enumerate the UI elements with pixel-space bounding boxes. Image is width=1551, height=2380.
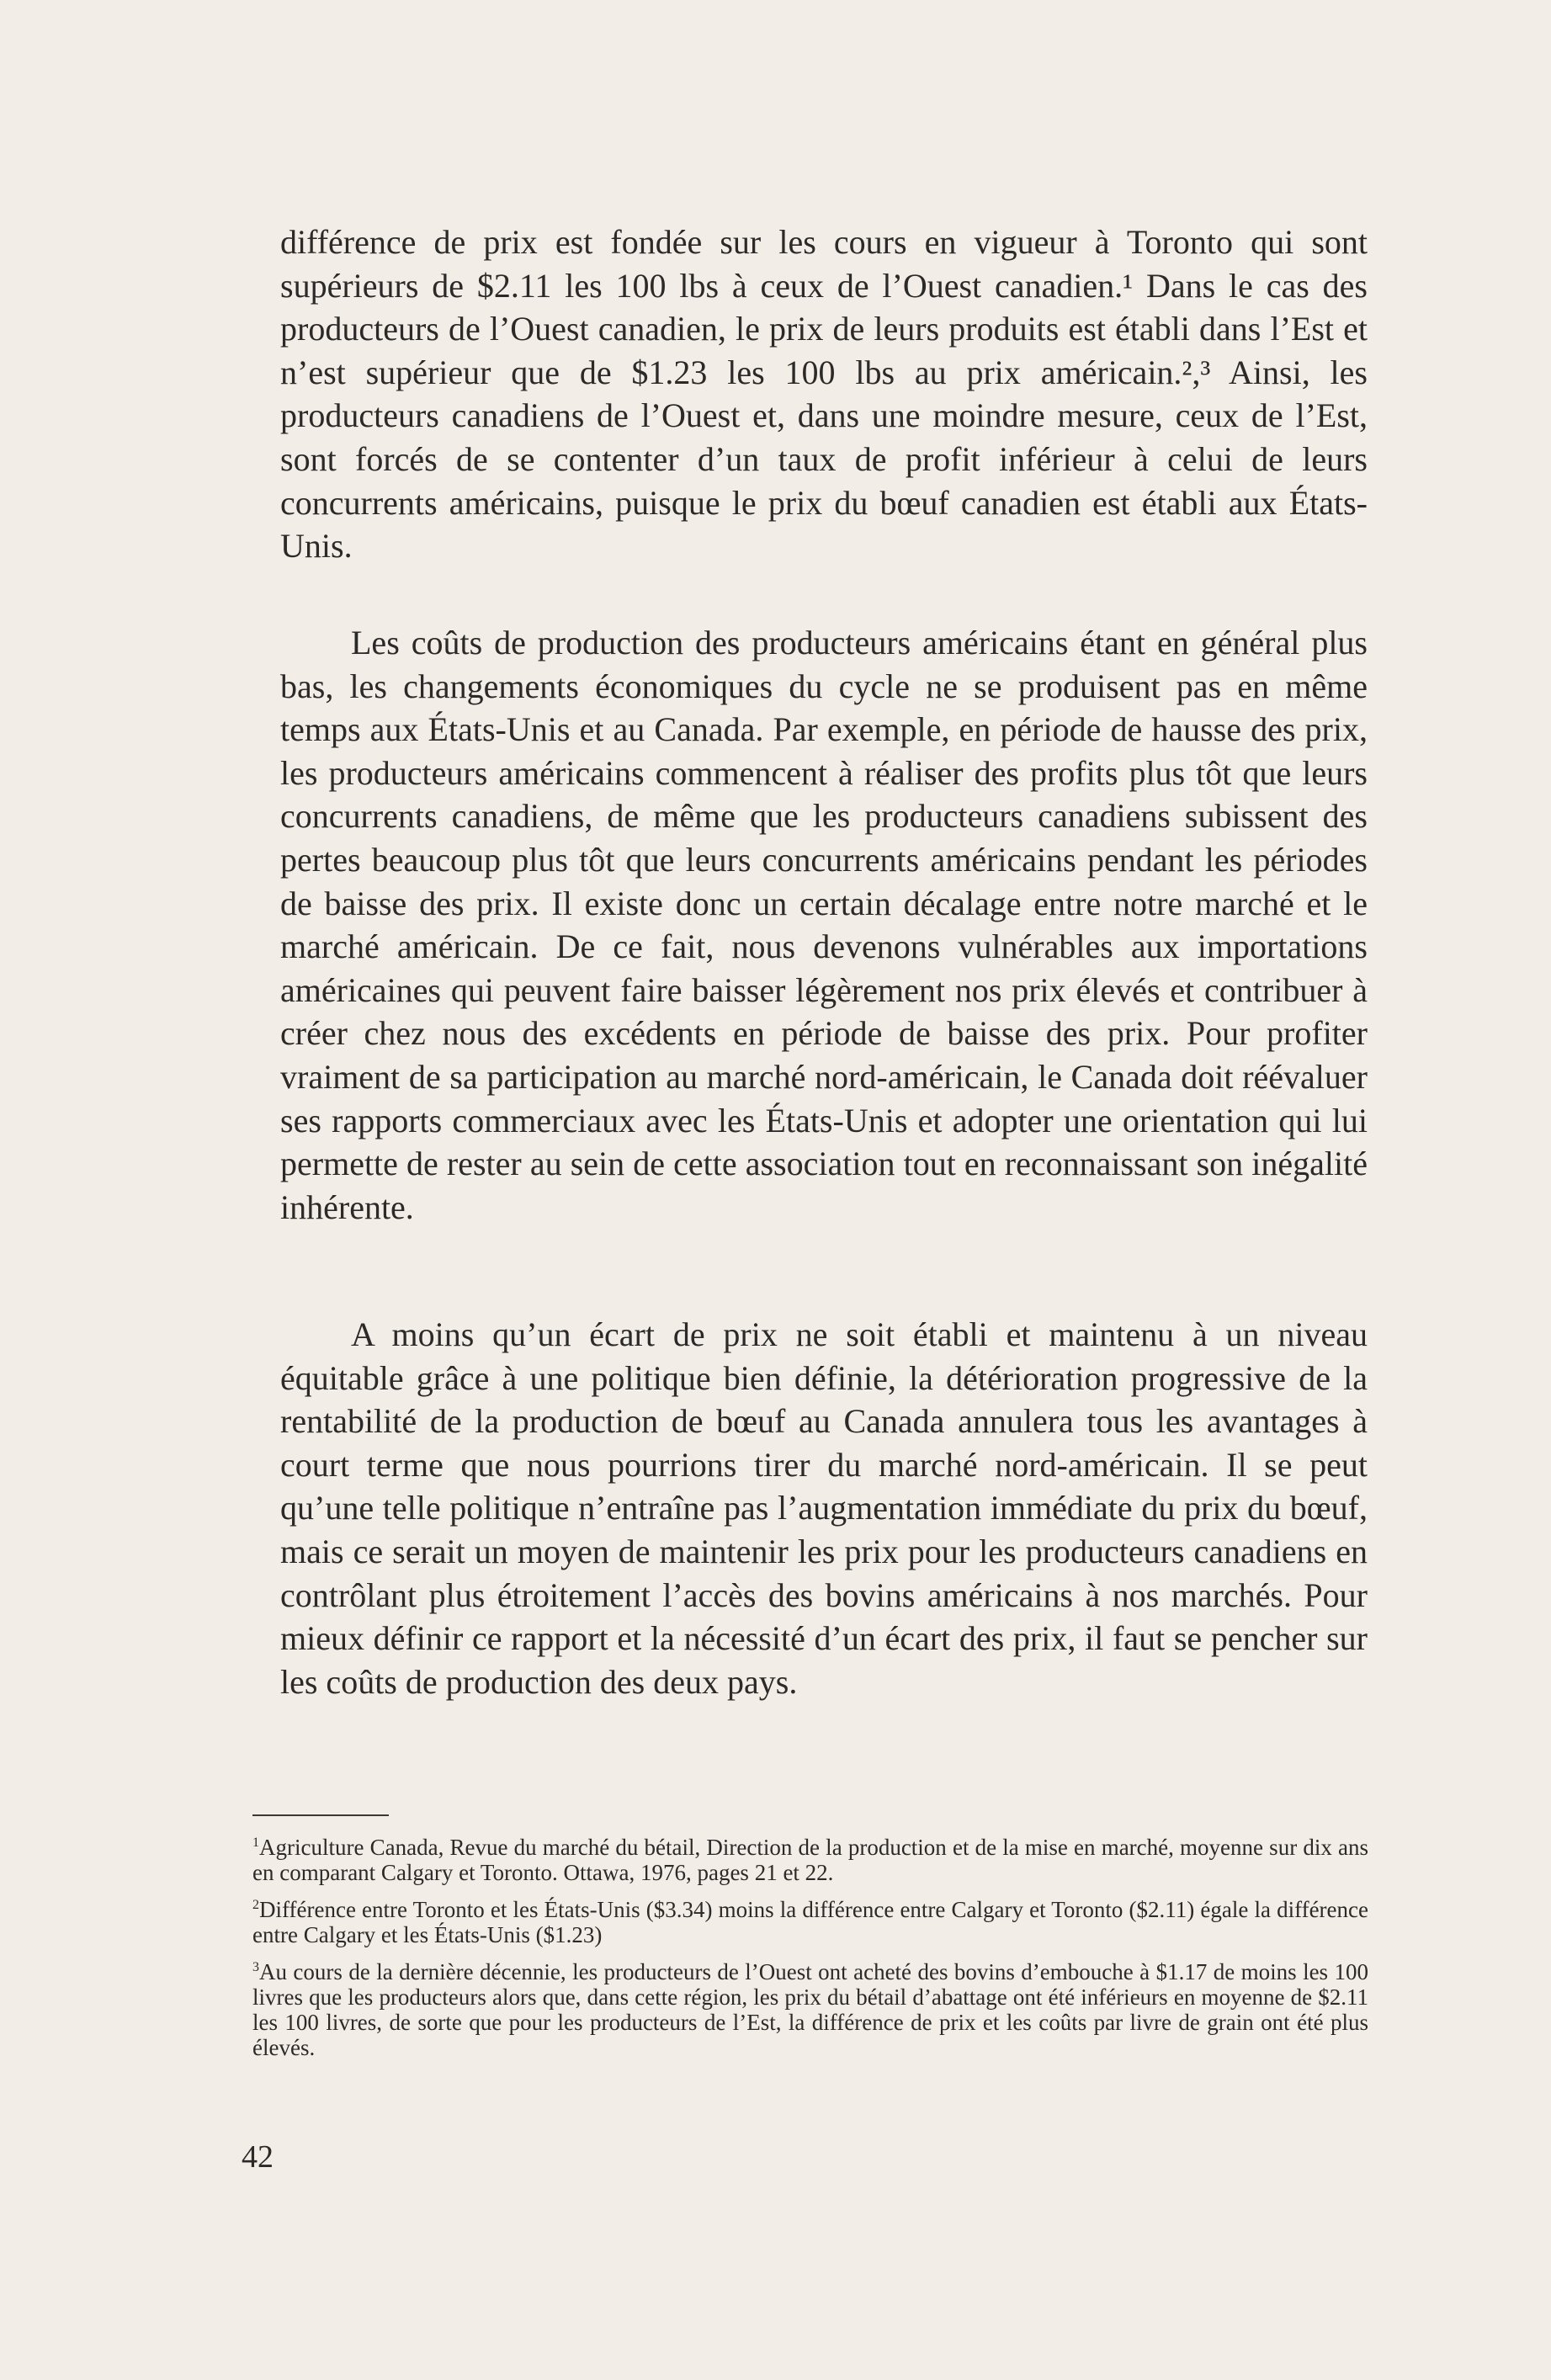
paragraph-text: Les coûts de production des producteurs américains étant en général plus bas, les changements économiques du cycle ne se produisent pas en même temps aux États-Unis et au Canada. Par exemple, en période de hausse des prix, les producteurs américains commencent à réaliser des profits plus tôt que leurs concurrents canadiens, de même que les producteurs canadiens subissent des pertes beaucoup plus tôt que leurs concurrents américains pendant les périodes de baisse des prix. Il existe donc un certain décalage entre notre marché et le marché américain. De ce fait, nous devenons vulnérables aux importations américaines qui peuvent faire baisser légèrement nos prix élevés et contribuer à créer chez nous des excédents en période de baisse des prix. Pour profiter vraiment de sa participation au marché nord-américain, le Canada doit réévaluer ses rapports commerciaux avec les États-Unis et adopter une orientation qui lui permette de rester au sein de cette association tout en reconnaissant son inégalité inhérente. (280, 624, 1368, 1226)
footnote-separator (252, 1814, 389, 1816)
body-paragraph-1 (280, 220, 1368, 568)
page-number: 42 (242, 2139, 274, 2175)
footnote-marker: 3 (252, 1960, 259, 1974)
footnote-1 (252, 1835, 1368, 1885)
footnote-marker: 2 (252, 1898, 259, 1912)
body-paragraph-2 (280, 621, 1368, 1229)
body-paragraph-3 (280, 1313, 1368, 1703)
footnote-text: Différence entre Toronto et les États-Unis ($3.34) moins la différence entre Calgary et Toronto ($2.11) égale la différence entre Calgary et les États-Unis ($1.23) (252, 1897, 1368, 1947)
footnote-2 (252, 1897, 1368, 1947)
footnote-text: Au cours de la dernière décennie, les producteurs de l’Ouest ont acheté des bovins d’embouche à $1.17 de moins les 100 livres que les producteurs alors que, dans cette région, les prix du bétail d’abattage ont été inférieurs en moyenne de $2.11 les 100 livres, de sorte que pour les producteurs de l’Est, la différence de prix et les coûts par livre de grain ont été plus élevés. (252, 1959, 1368, 2060)
footnotes (252, 1835, 1368, 2072)
footnote-text: Agriculture Canada, Revue du marché du bétail, Direction de la production et de la mise en marché, moyenne sur dix ans en comparant Calgary et Toronto. Ottawa, 1976, pages 21 et 22. (252, 1835, 1368, 1885)
footnote-3 (252, 1959, 1368, 2060)
paragraph-text: A moins qu’un écart de prix ne soit établi et maintenu à un niveau équitable grâce à une politique bien définie, la détérioration progressive de la rentabilité de la production de bœuf au Canada annulera tous les avantages à court terme que nous pourrions tirer du marché nord-américain. Il se peut qu’une telle politique n’entraîne pas l’augmentation immédiate du prix du bœuf, mais ce serait un moyen de maintenir les prix pour les producteurs canadiens en contrôlant plus étroitement l’accès des bovins américains à nos marchés. Pour mieux définir ce rapport et la nécessité d’un écart des prix, il faut se pencher sur les coûts de production des deux pays. (280, 1315, 1368, 1701)
paragraph-text: différence de prix est fondée sur les cours en vigueur à Toronto qui sont supérieurs de $2.11 les 100 lbs à ceux de l’Ouest canadien.¹ Dans le cas des producteurs de l’Ouest canadien, le prix de leurs produits est établi dans l’Est et n’est supérieur que de $1.23 les 100 lbs au prix américain.²,³ Ainsi, les producteurs canadiens de l’Ouest et, dans une moindre mesure, ceux de l’Est, sont forcés de se contenter d’un taux de profit inférieur à celui de leurs concurrents américains, puisque le prix du bœuf canadien est établi aux États-Unis. (280, 223, 1368, 566)
footnote-marker: 1 (252, 1835, 259, 1850)
